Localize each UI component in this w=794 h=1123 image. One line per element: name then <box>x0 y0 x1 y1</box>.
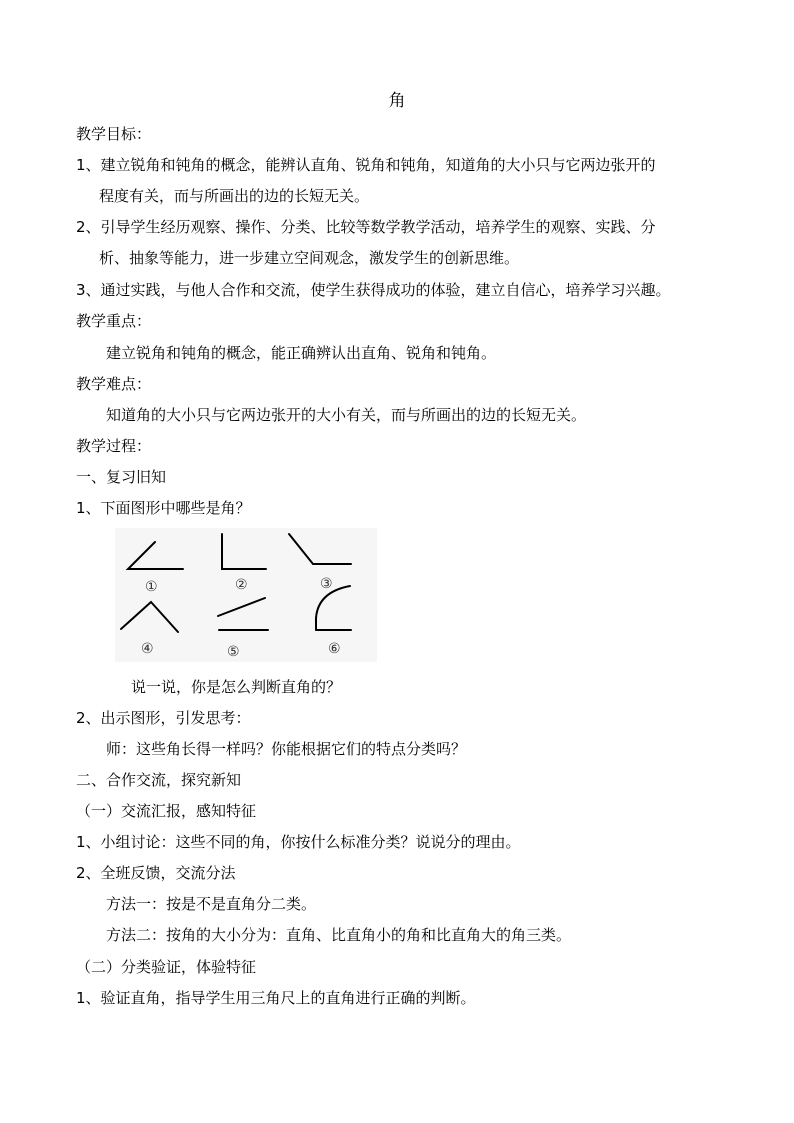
goal-1-line-2: 程度有关，而与所画出的边的长短无关。 <box>99 187 370 205</box>
label-3: ③ <box>320 576 333 592</box>
shape-6-curve <box>316 586 350 630</box>
goal-1-line-1: 1、建立锐角和钝角的概念，能辨认直角、锐角和钝角，知道角的大小只与它两边张开的 <box>76 156 656 174</box>
label-5: ⑤ <box>227 644 240 660</box>
label-1: ① <box>145 579 158 595</box>
shape-3 <box>289 534 351 564</box>
teacher-question: 师：这些角长得一样吗？你能根据它们的特点分类吗？ <box>106 740 467 758</box>
verify-right-angle: 1、验证直角，指导学生用三角尺上的直角进行正确的判断。 <box>76 989 476 1007</box>
shape-1 <box>128 542 183 569</box>
method-2: 方法二：按角的大小分为：直角、比直角小的角和比直角大的角三类。 <box>106 926 572 944</box>
shape-4 <box>121 602 178 632</box>
subsection-2-heading: （二）分类验证，体验特征 <box>76 958 257 976</box>
prompt-discuss-right-angle: 说一说，你是怎么判断直角的？ <box>131 678 342 696</box>
shape-5-segment-a <box>218 598 265 616</box>
label-4: ④ <box>141 641 154 657</box>
goal-3: 3、通过实践，与他人合作和交流，使学生获得成功的体验，建立自信心，培养学习兴趣。 <box>76 281 671 299</box>
question-2: 2、出示图形，引发思考： <box>76 709 251 727</box>
angle-figure-svg <box>115 528 377 662</box>
part-1-heading: 一、复习旧知 <box>76 468 167 486</box>
goal-2-line-1: 2、引导学生经历观察、操作、分类、比较等数学教学活动，培养学生的观察、实践、分 <box>76 218 656 236</box>
label-2: ② <box>235 577 248 593</box>
part-2-heading: 二、合作交流，探究新知 <box>76 771 242 789</box>
subsection-1-heading: （一）交流汇报，感知特征 <box>76 802 257 820</box>
label-6: ⑥ <box>328 641 341 657</box>
section-heading-difficulties: 教学难点： <box>76 375 152 393</box>
group-discussion: 1、小组讨论：这些不同的角，你按什么标准分类？说说分的理由。 <box>76 833 521 851</box>
key-point-text: 建立锐角和钝角的概念，能正确辨认出直角、锐角和钝角。 <box>106 344 497 362</box>
shape-2 <box>222 534 266 569</box>
class-feedback: 2、全班反馈，交流分法 <box>76 864 236 882</box>
section-heading-process: 教学过程： <box>76 437 152 455</box>
method-1: 方法一：按是不是直角分二类。 <box>106 895 317 913</box>
goal-2-line-2: 析、抽象等能力，进一步建立空间观念，激发学生的创新思维。 <box>99 249 520 267</box>
question-1: 1、下面图形中哪些是角？ <box>76 499 251 517</box>
section-heading-key-points: 教学重点： <box>76 312 152 330</box>
section-heading-goals: 教学目标： <box>76 125 152 143</box>
angle-figure <box>115 528 377 662</box>
difficulty-text: 知道角的大小只与它两边张开的大小有关，而与所画出的边的长短无关。 <box>106 406 587 424</box>
page-title: 角 <box>388 91 406 111</box>
